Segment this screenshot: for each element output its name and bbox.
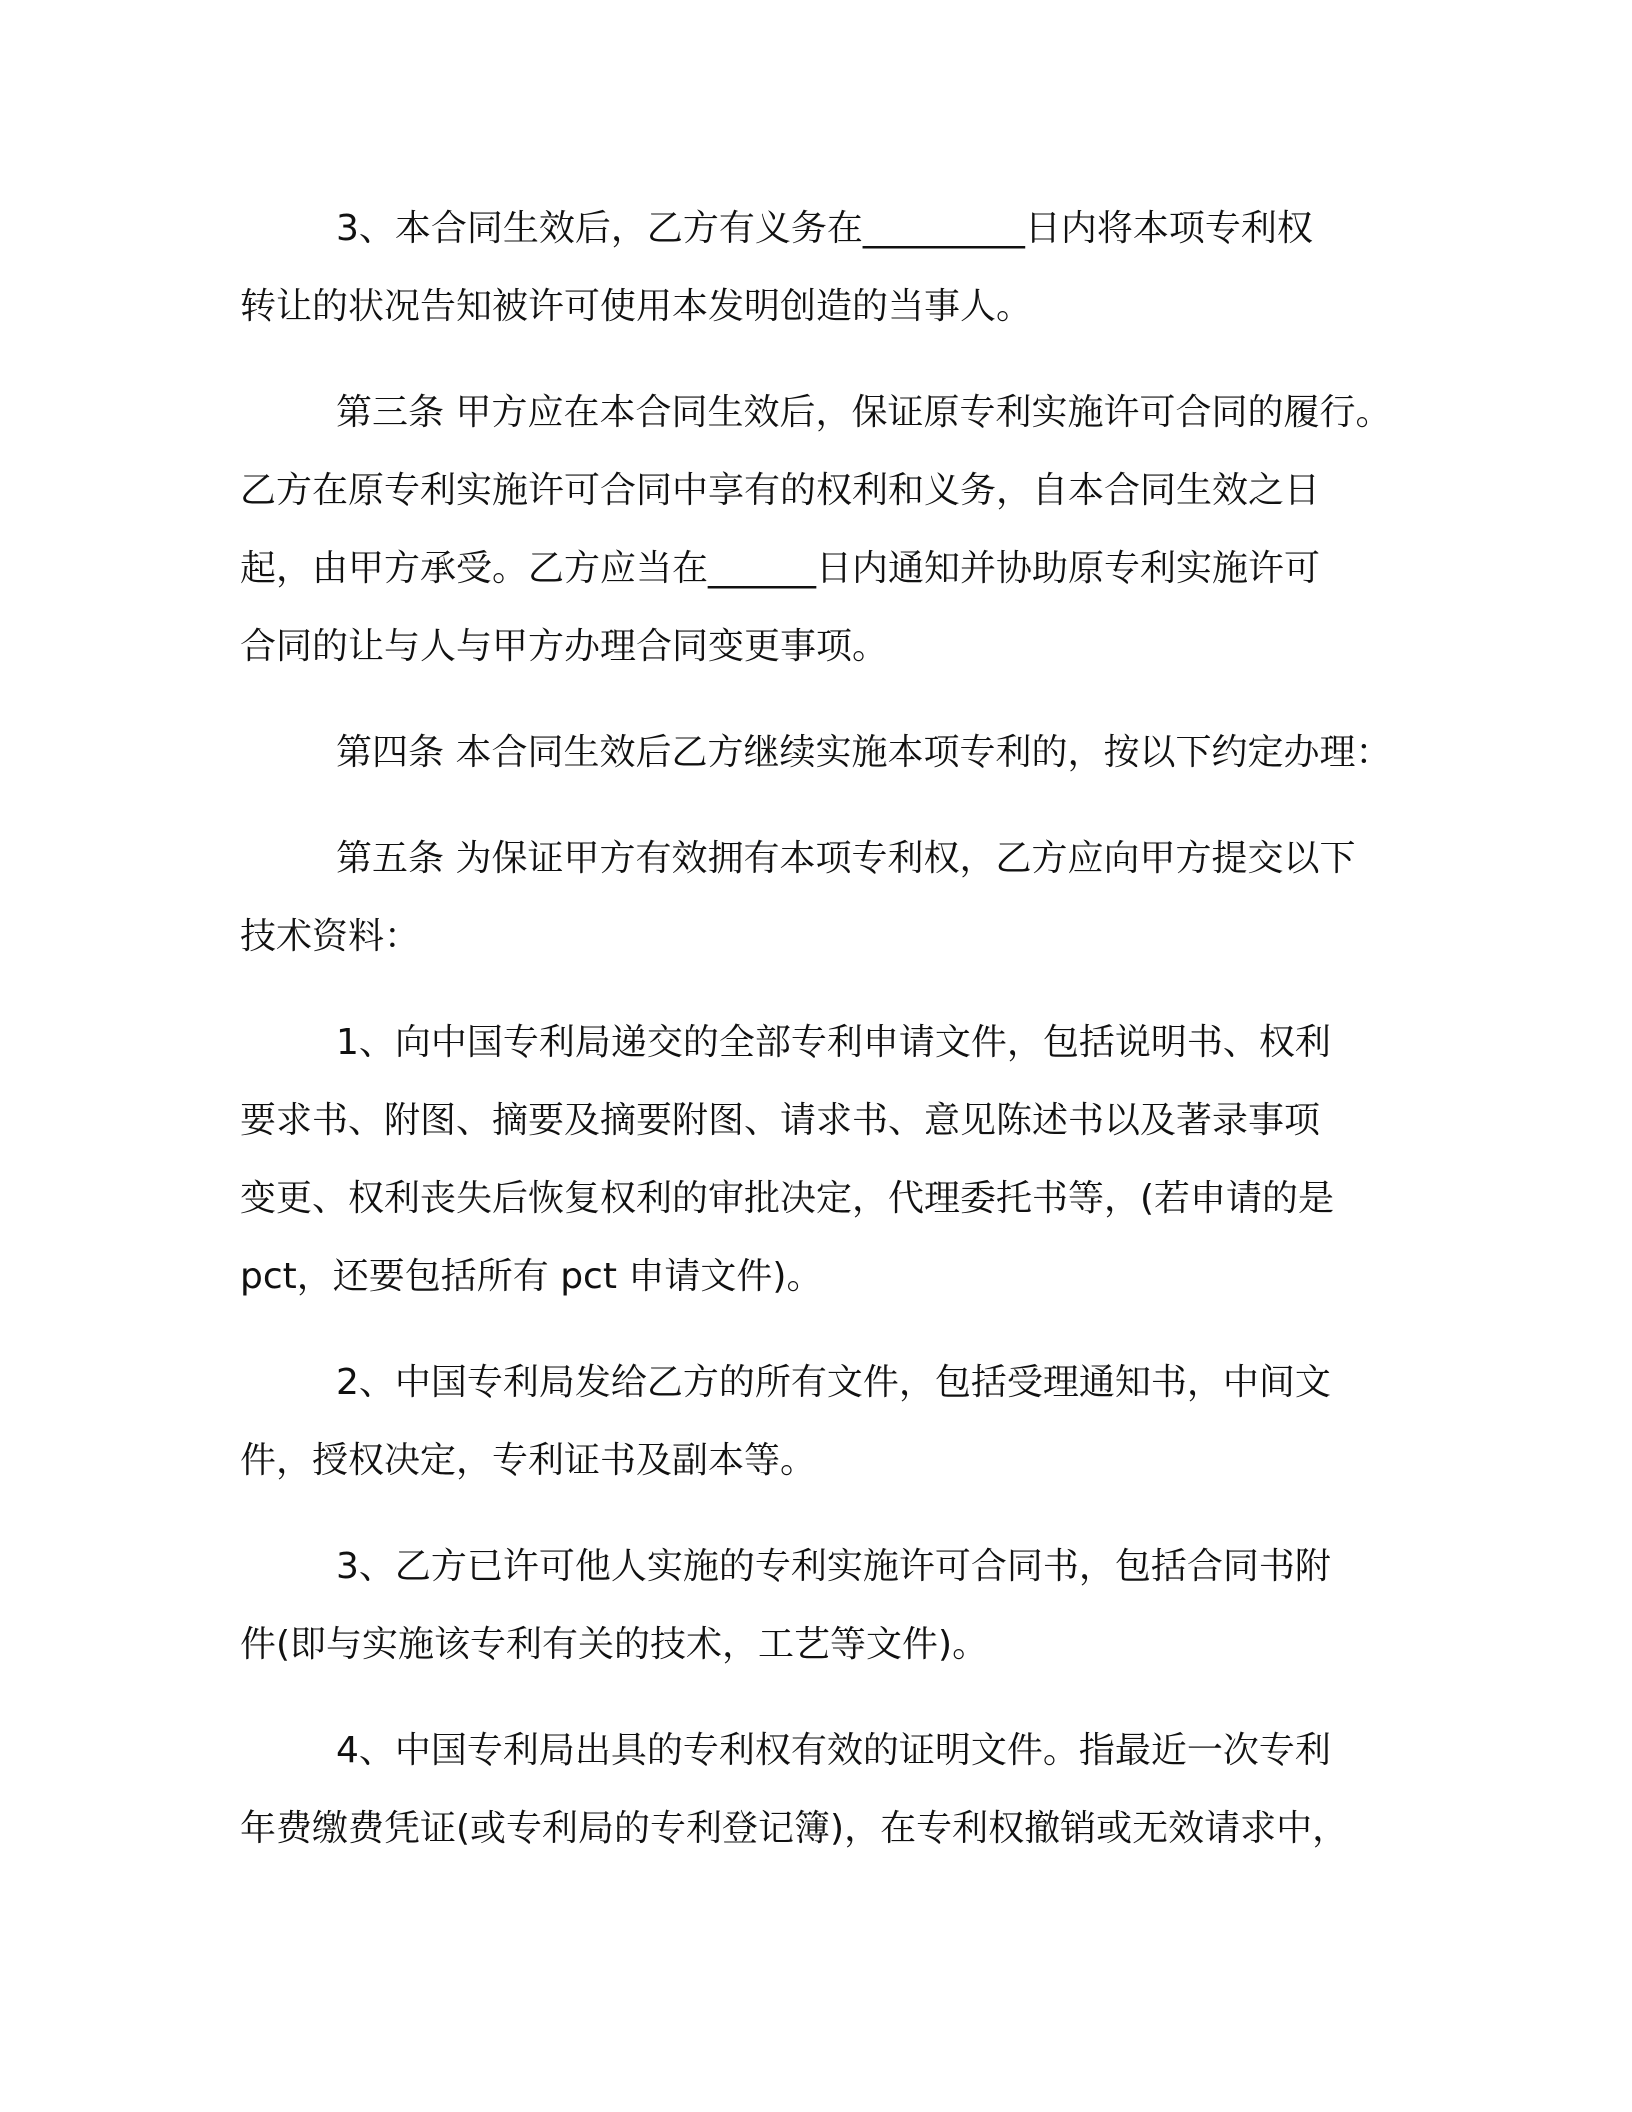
document-body: [240, 190, 1410, 1896]
paragraph-article-3: [240, 374, 1410, 686]
paragraph-item-3: [240, 1528, 1410, 1684]
text-line: 第四条 本合同生效后乙方继续实施本项专利的，按以下约定办理：: [336, 732, 1392, 773]
paragraph-item-2: [240, 1344, 1410, 1500]
text-line: 1、向中国专利局递交的全部专利申请文件，包括说明书、权利: [336, 1022, 1331, 1063]
text-line: 3、乙方已许可他人实施的专利实施许可合同书，包括合同书附: [336, 1546, 1331, 1587]
text-line: 第三条 甲方应在本合同生效后，保证原专利实施许可合同的履行。: [336, 392, 1392, 433]
text-line: 起，由甲方承受。乙方应当在______日内通知并协助原专利实施许可: [240, 548, 1321, 589]
text-line: 技术资料：: [240, 916, 421, 957]
text-line: 第五条 为保证甲方有效拥有本项专利权，乙方应向甲方提交以下: [336, 838, 1356, 879]
text-line: 转让的状况告知被许可使用本发明创造的当事人。: [240, 286, 1033, 327]
text-line: 变更、权利丧失后恢复权利的审批决定，代理委托书等，(若申请的是: [240, 1178, 1335, 1219]
paragraph-item-1: [240, 1004, 1410, 1316]
paragraph-clause-3-notice: [240, 190, 1410, 346]
text-line: 要求书、附图、摘要及摘要附图、请求书、意见陈述书以及著录事项: [240, 1100, 1321, 1141]
text-line: 4、中国专利局出具的专利权有效的证明文件。指最近一次专利: [336, 1730, 1331, 1771]
text-line: 件，授权决定，专利证书及副本等。: [240, 1440, 817, 1481]
paragraph-item-4: [240, 1712, 1410, 1868]
text-line: 乙方在原专利实施许可合同中享有的权利和义务，自本合同生效之日: [240, 470, 1321, 511]
text-line: 年费缴费凭证(或专利局的专利登记簿)，在专利权撤销或无效请求中，: [240, 1808, 1349, 1849]
text-line: 合同的让与人与甲方办理合同变更事项。: [240, 626, 889, 667]
paragraph-article-5: [240, 820, 1410, 976]
text-line: pct，还要包括所有 pct 申请文件)。: [240, 1256, 823, 1297]
text-line: 件(即与实施该专利有关的技术，工艺等文件)。: [240, 1624, 989, 1665]
text-line: 3、本合同生效后，乙方有义务在_________日内将本项专利权: [336, 208, 1313, 249]
paragraph-article-4: [240, 714, 1410, 792]
text-line: 2、中国专利局发给乙方的所有文件，包括受理通知书，中间文: [336, 1362, 1331, 1403]
